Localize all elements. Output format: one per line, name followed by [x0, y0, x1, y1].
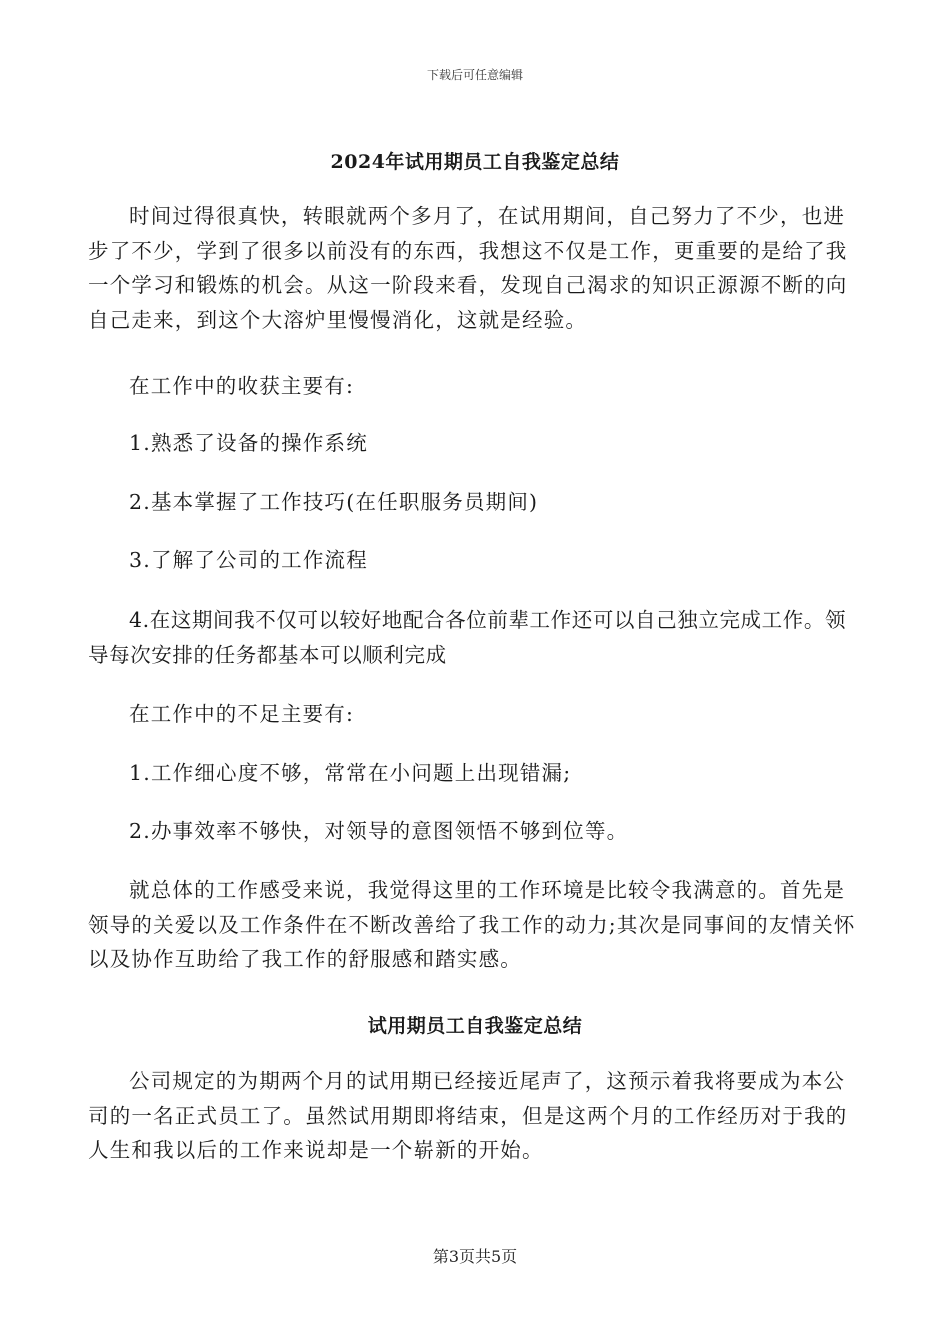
- paragraph-section2: 公司规定的为期两个月的试用期已经接近尾声了，这预示着我将要成为本公司的一名正式员工了。虽然试用期即将结束，但是这两个月的工作经历对于我的人生和我以后的工作来说却是一个崭新的开始。: [88, 1069, 848, 1163]
- list-item-shortcoming-1: 1.工作细心度不够，常常在小问题上出现错漏;: [129, 761, 572, 785]
- list-item-gain-1: 1.熟悉了设备的操作系统: [129, 431, 368, 455]
- paragraph-overall: 就总体的工作感受来说，我觉得这里的工作环境是比较令我满意的。首先是领导的关爱以及工作条件在不断改善给了我工作的动力;其次是同事间的友情关怀以及协作互助给了我工作的舒服感和踏实感。: [88, 878, 856, 972]
- list-item-gain-3: 3.了解了公司的工作流程: [129, 548, 368, 572]
- list-item-shortcoming-2: 2.办事效率不够快，对领导的意图领悟不够到位等。: [129, 819, 629, 843]
- paragraph-intro: 时间过得很真快，转眼就两个多月了，在试用期间，自己努力了不少，也进步了不少，学到了很多以前没有的东西，我想这不仅是工作，更重要的是给了我一个学习和锻炼的机会。从这一阶段来看，发现自己渴求的知识正源源不断的向自己走来，到这个大溶炉里慢慢消化，这就是经验。: [88, 204, 848, 333]
- section-title: 试用期员工自我鉴定总结: [367, 1015, 583, 1037]
- page-number: 第3页共5页: [432, 1247, 518, 1266]
- list-item-gain-2: 2.基本掌握了工作技巧(在任职服务员期间): [129, 490, 539, 514]
- paragraph-gains-heading: 在工作中的收获主要有:: [129, 374, 355, 398]
- page-header: 下载后可任意编辑: [426, 68, 523, 82]
- document-title: 2024年试用期员工自我鉴定总结: [330, 151, 620, 173]
- list-item-gain-4: 4.在这期间我不仅可以较好地配合各位前辈工作还可以自己独立完成工作。领导每次安排的任务都基本可以顺利完成: [88, 608, 847, 667]
- paragraph-shortcomings-heading: 在工作中的不足主要有:: [129, 702, 355, 726]
